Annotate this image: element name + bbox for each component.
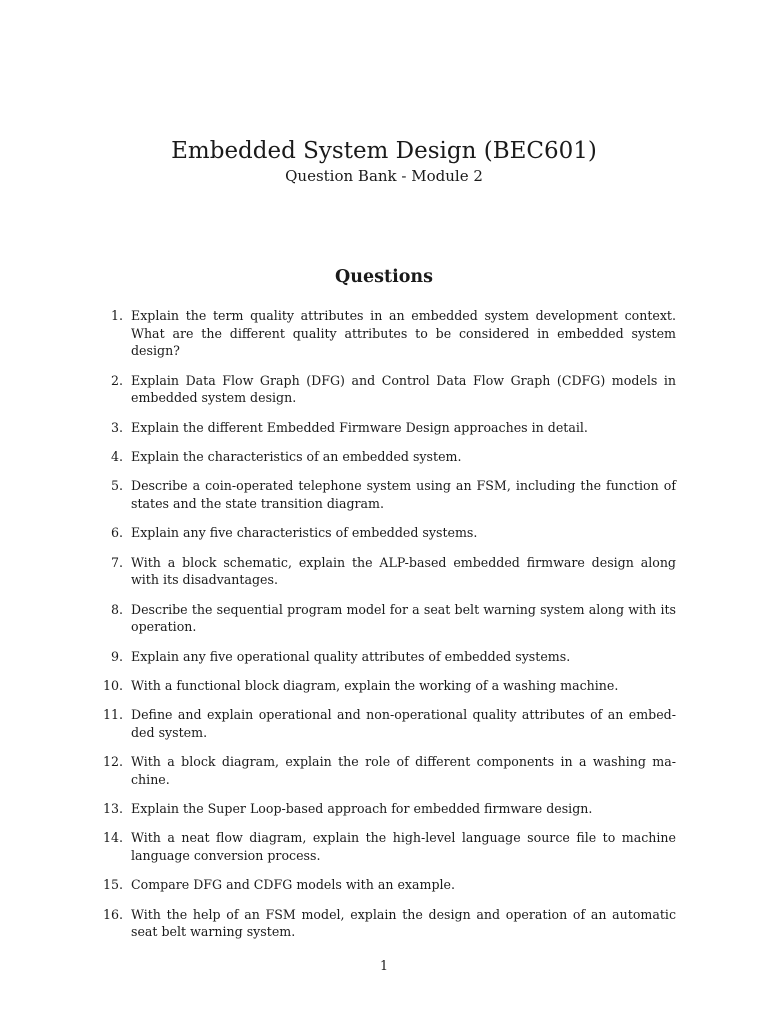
- question-number: 4.: [110, 449, 123, 464]
- question-text: With a block schematic, explain the ALP-based embedded firmware design along with its disadvantages.: [131, 554, 676, 588]
- question-number: 8.: [110, 601, 123, 617]
- question-number: 14.: [102, 830, 123, 846]
- question-text: Explain the Super Loop-based approach for embedded firmware design.: [131, 801, 593, 817]
- question-text: Describe a coin-operated telephone system using an FSM, including the function of states and the state transition diagram.: [131, 478, 676, 511]
- question-number: 5.: [110, 478, 123, 494]
- question-text: Explain the different Embedded Firmware Design approaches in detail.: [131, 419, 588, 435]
- question-number: 12.: [102, 754, 123, 770]
- question-text: Explain any five operational quality attributes of embedded systems.: [131, 648, 571, 664]
- question-number: 9.: [110, 648, 123, 664]
- document-subtitle: Question Bank - Module 2: [285, 167, 483, 185]
- question-number: 6.: [110, 525, 123, 541]
- question-item: [93, 876, 676, 894]
- question-text: Explain any five characteristics of embedded systems.: [131, 525, 478, 541]
- section-heading: Questions: [335, 267, 433, 287]
- question-text: With a neat flow diagram, explain the high-level language source file to machine language conversion process.: [131, 830, 676, 864]
- question-item: [93, 477, 676, 512]
- question-number: 2.: [110, 372, 123, 388]
- question-text: Explain the characteristics of an embedded system.: [131, 449, 462, 464]
- question-text: Compare DFG and CDFG models with an example.: [131, 877, 456, 893]
- question-item: [93, 307, 676, 360]
- question-text: With a functional block diagram, explain the working of a washing machine.: [131, 677, 619, 693]
- question-item: [93, 554, 676, 589]
- question-number: 15.: [102, 877, 123, 893]
- question-item: [93, 448, 676, 466]
- question-number: 13.: [102, 801, 123, 817]
- question-number: 11.: [102, 707, 123, 723]
- question-text: Explain Data Flow Graph (DFG) and Control Data Flow Graph (CDFG) models in embedded system design.: [131, 372, 676, 406]
- question-text: Explain the term quality attributes in an embedded system development context. What are the different quality attributes to be considered in embedded system design?: [131, 308, 676, 359]
- question-item: [93, 753, 676, 788]
- question-number: 1.: [110, 308, 123, 323]
- question-item: [93, 706, 676, 741]
- question-item: [93, 372, 676, 407]
- question-text: Describe the sequential program model for a seat belt warning system along with its operation.: [131, 601, 676, 635]
- question-list: [93, 307, 676, 953]
- question-item: [93, 601, 676, 636]
- question-text: With the help of an FSM model, explain the design and operation of an automatic seat belt warning system.: [131, 906, 676, 940]
- question-item: [93, 524, 676, 542]
- question-number: 7.: [110, 554, 123, 570]
- question-item: [93, 677, 676, 695]
- page-number: 1: [379, 958, 388, 973]
- document-title: Embedded System Design (BEC601): [171, 138, 597, 164]
- question-text: With a block diagram, explain the role of different components in a washing ma-chine.: [131, 754, 676, 787]
- question-text: Define and explain operational and non-operational quality attributes of an embed-ded system.: [131, 707, 676, 740]
- question-item: [93, 906, 676, 941]
- question-item: [93, 648, 676, 666]
- question-item: [93, 800, 676, 818]
- question-number: 16.: [102, 906, 123, 922]
- question-item: [93, 419, 676, 437]
- question-item: [93, 829, 676, 864]
- question-number: 3.: [110, 419, 123, 435]
- question-number: 10.: [102, 677, 123, 693]
